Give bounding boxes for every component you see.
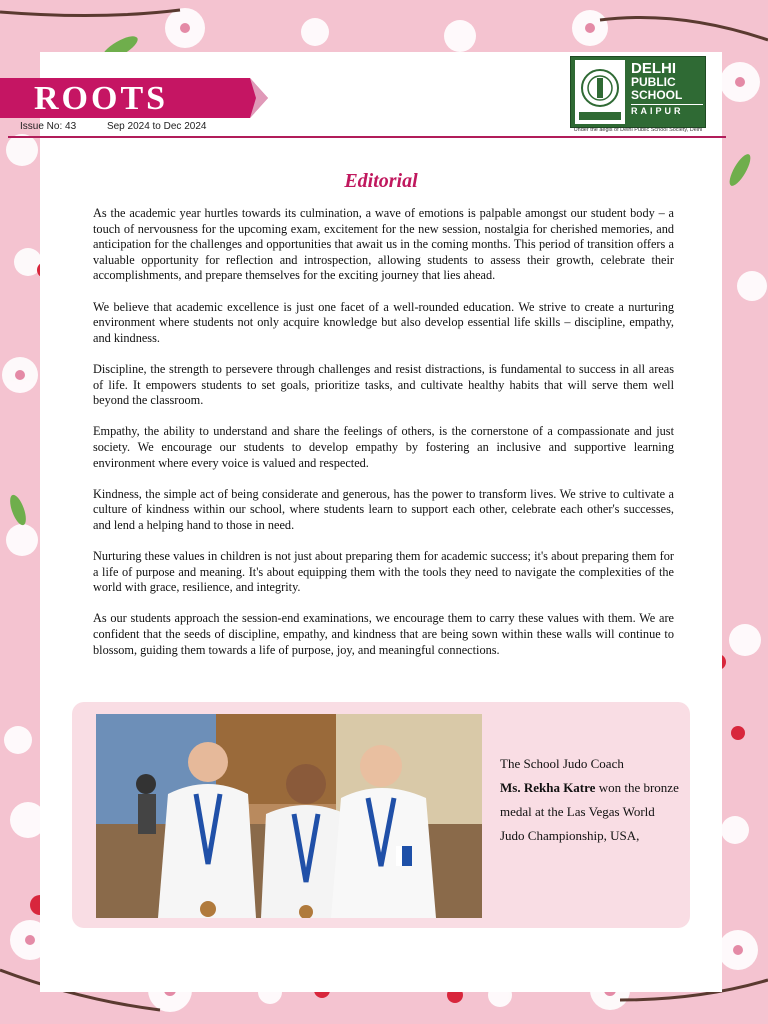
paragraph: Empathy, the ability to understand and share the feelings of others, is the cornerstone of a compassionate and just society. We encourage our students to develop empathy by fostering an inclusive and supportive learning environment where every voice is valued and respected. xyxy=(93,424,674,470)
school-logo xyxy=(570,56,706,128)
paragraph: Discipline, the strength to persevere through challenges and resist distractions, is fundamental to success in all areas of life. It empowers students to set goals, prioritize tasks, and cultivate healthy habits that will serve them well beyond the classroom. xyxy=(93,361,674,408)
judo-medal-photo xyxy=(96,714,482,918)
publication-title: ROOTS xyxy=(34,80,169,117)
school-name-city: RAIPUR xyxy=(631,104,703,117)
editorial-body xyxy=(93,206,674,674)
paragraph: As our students approach the session-end examinations, we encourage them to carry these values with them. We are confident that the seeds of discipline, empathy, and kindness that are being sown within these walls will continue to blossom, guiding them towards a life of purpose, joy, and meaningful connections. xyxy=(93,611,674,657)
school-emblem-icon xyxy=(575,60,625,124)
photo-caption xyxy=(500,752,680,848)
school-name-line2: PUBLIC xyxy=(631,75,676,89)
school-name-line1: DELHI xyxy=(631,60,676,77)
editorial-title: Editorial xyxy=(344,170,418,192)
issue-period: Sep 2024 to Dec 2024 xyxy=(106,121,207,132)
paragraph: Kindness, the simple act of being considerate and generous, has the power to transform lives. We strive to cultivate a culture of kindness within our school, where students learn to support each other, celebrate each other's successes, and lend a helping hand to those in need. xyxy=(93,486,674,532)
caption-prefix: The School Judo Coach xyxy=(500,756,624,771)
paragraph: As the academic year hurtles towards its culmination, a wave of emotions is palpable amongst our student body – a touch of nervousness for the upcoming exam, excitement for the new session, nostalgia for cherished memories, and anticipation for the challenges and opportunities that await us in the coming months. This period of transition offers a valuable opportunity for reflection and introspection, allowing students to assess their growth, celebrate their accomplishments, and prepare themselves for the exciting journey that lies ahead. xyxy=(93,206,674,283)
header-divider xyxy=(8,136,726,138)
paragraph: Nurturing these values in children is not just about preparing them for academic success; it's about preparing them for a life of purpose and meaning. It's about equipping them with the tools they need to navigate the complexities of the world with grace, resilience, and integrity. xyxy=(93,549,674,595)
logo-caption: Under the aegis of Delhi Public School Society, Delhi xyxy=(573,127,703,133)
caption-suffix: won the bronze medal at the Las Vegas World Judo Championship, USA, xyxy=(500,780,679,843)
school-name xyxy=(631,61,703,117)
school-name-line3: SCHOOL xyxy=(631,88,683,102)
paragraph: We believe that academic excellence is just one facet of a well-rounded education. We strive to create a nurturing environment where students not only acquire knowledge but also develop essential life skills – discipline, empathy, and kindness. xyxy=(93,299,674,345)
issue-number: Issue No: 43 xyxy=(20,121,77,132)
issue-info xyxy=(20,121,234,132)
caption-name: Ms. Rekha Katre xyxy=(500,780,596,795)
